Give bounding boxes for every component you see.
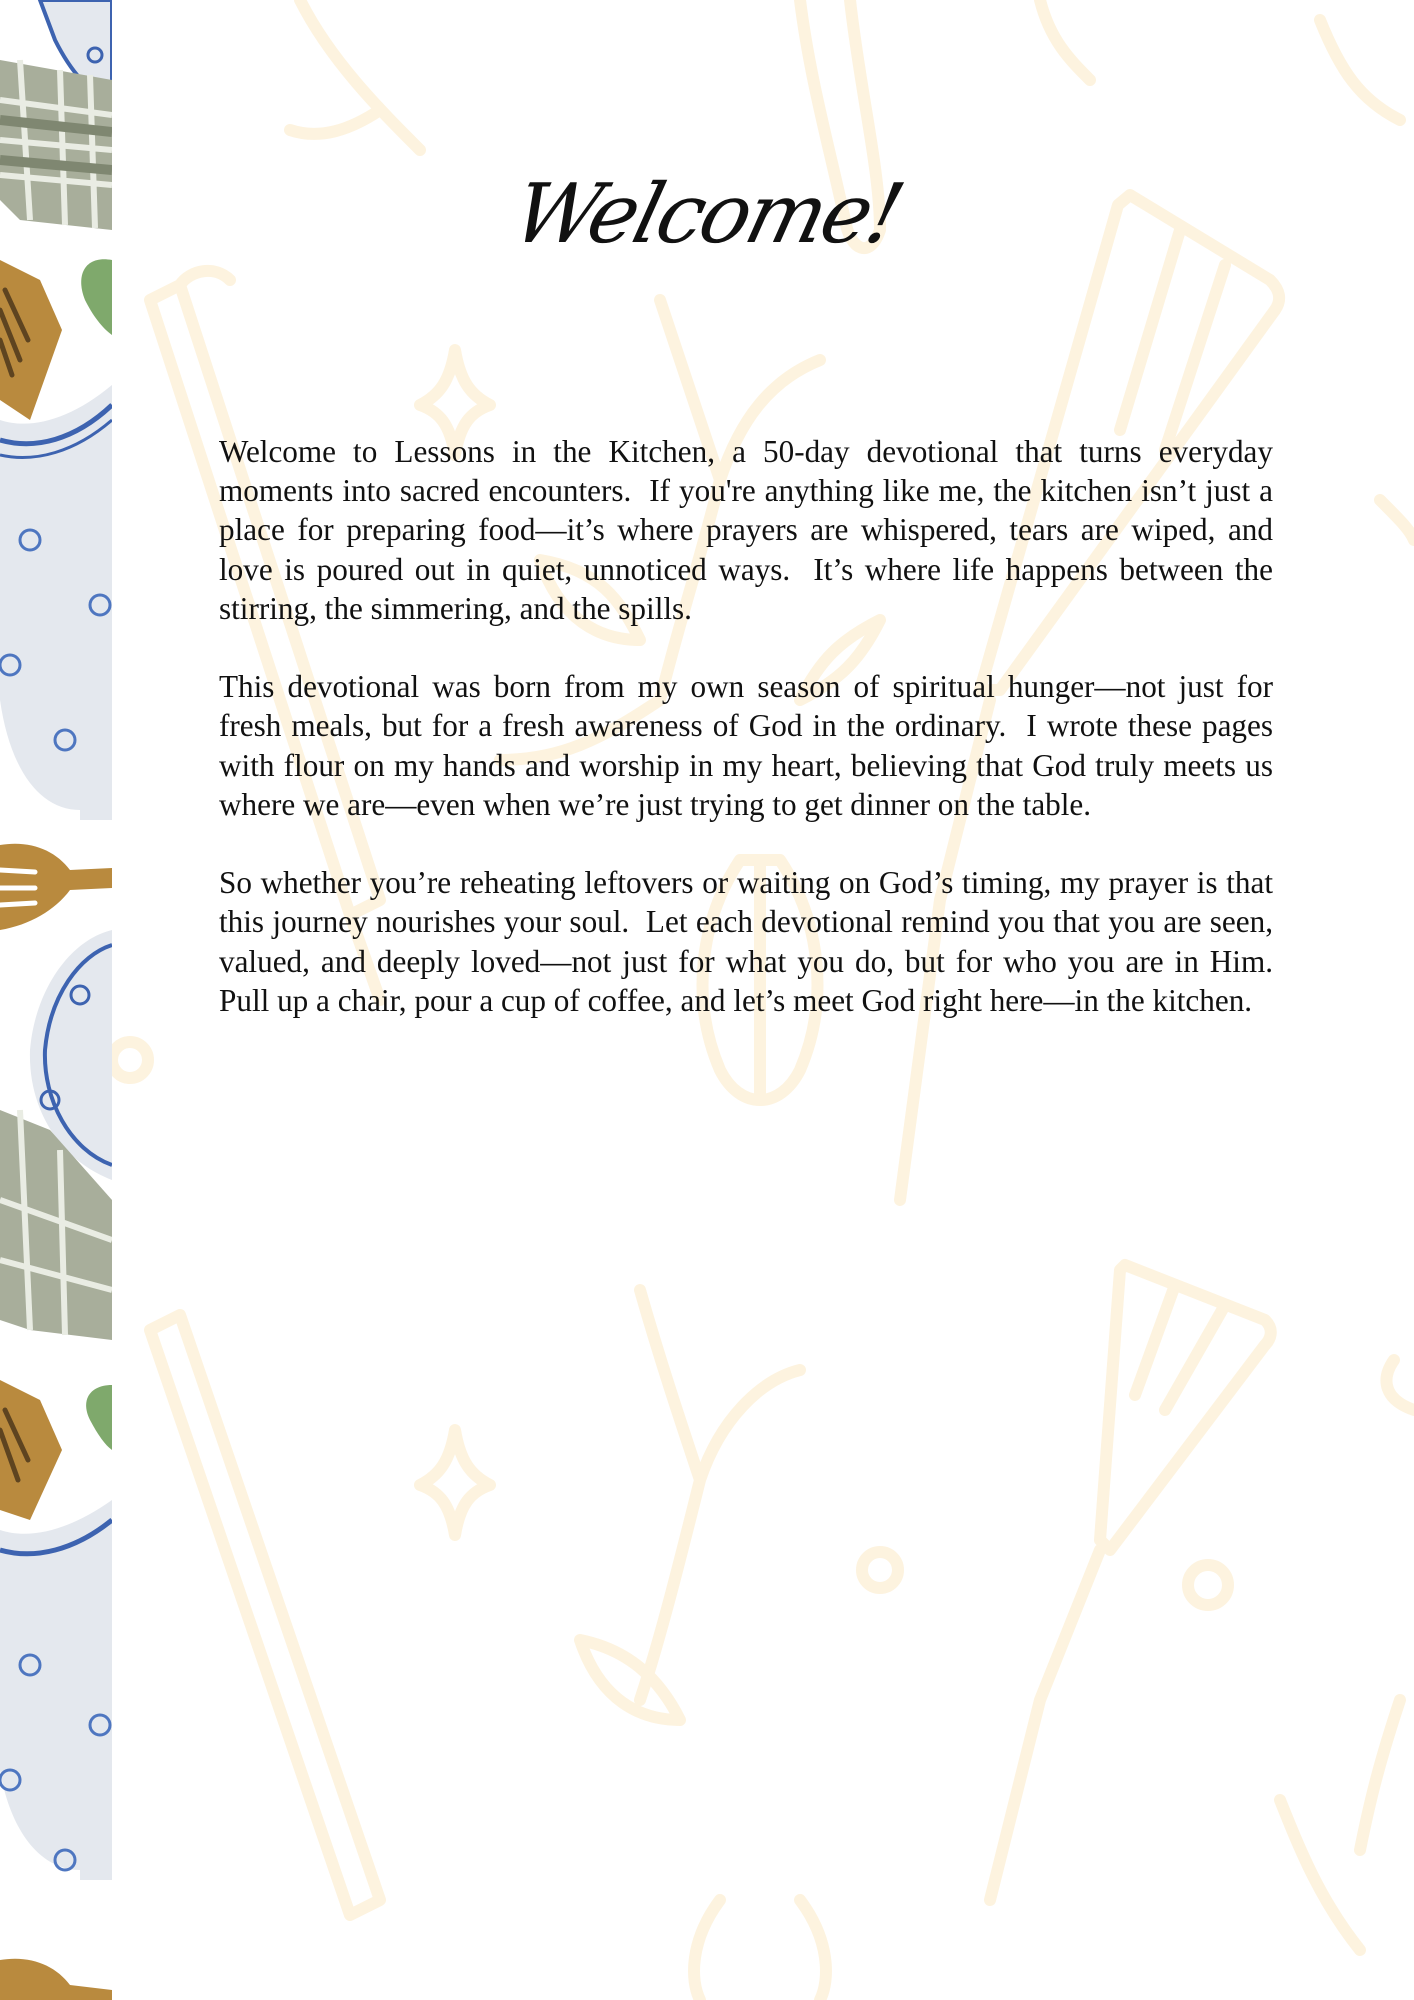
paragraph-intro: Welcome to Lessons in the Kitchen, a 50-day devotional that turns everyday moments into sacred encounters. If you're anything like me, the kitchen isn’t just a place for preparing food—it’s where prayers are whispered, tears are wiped, and love is poured out in quiet, unnoticed ways. It’s where life happens between the stirring, the simmering, and the spills.	[219, 434, 1281, 626]
watercolor-kitchen-illustrations	[0, 0, 112, 2000]
leaf-icon	[81, 259, 112, 335]
left-decorative-strip	[0, 0, 112, 2000]
circle-doodle-icon	[862, 1552, 898, 1588]
whisk-doodle-icon	[694, 1900, 826, 2000]
slotted-spatula-icon	[0, 260, 62, 420]
wooden-fork-icon	[0, 844, 112, 930]
slotted-spatula-icon	[0, 1380, 62, 1520]
flower-doodle-icon	[640, 1290, 800, 1700]
leaf-icon	[86, 1385, 112, 1450]
wooden-fork-icon	[0, 1959, 112, 2000]
page-title: Welcome!	[503, 166, 911, 262]
whisk-doodle-icon	[290, 0, 420, 150]
decor-tile	[0, 0, 112, 2000]
leaf-doodle-icon	[1040, 0, 1400, 120]
paragraph-origin: This devotional was born from my own season of spiritual hunger—not just for fresh meals, but for a fresh awareness of God in the ordinary. I wrote these pages with flour on my hands and worship in my heart, believing that God truly meets us where we are—even when we’re just trying to get dinner on the table.	[219, 669, 1281, 822]
circle-doodle-icon	[112, 1042, 148, 1078]
sparkle-doodle-icon	[420, 1430, 490, 1535]
paragraph-prayer: So whether you’re reheating leftovers or waiting on God’s timing, my prayer is that this journey nourishes your soul. Let each devotional remind you that you are seen, valued, and deeply loved—not just for what you do, but for who you are in Him. Pull up a chair, pour a cup of coffee, and let’s meet God right here—in the kitchen.	[219, 865, 1289, 1018]
pitcher-icon	[0, 385, 112, 820]
spatula-doodle-icon	[1100, 1265, 1271, 1550]
pitcher-icon	[0, 1500, 112, 1880]
welcome-body-text	[219, 432, 1289, 1059]
circle-doodle-icon	[1188, 1565, 1228, 1605]
rolling-pin-doodle-icon	[150, 1315, 380, 1915]
